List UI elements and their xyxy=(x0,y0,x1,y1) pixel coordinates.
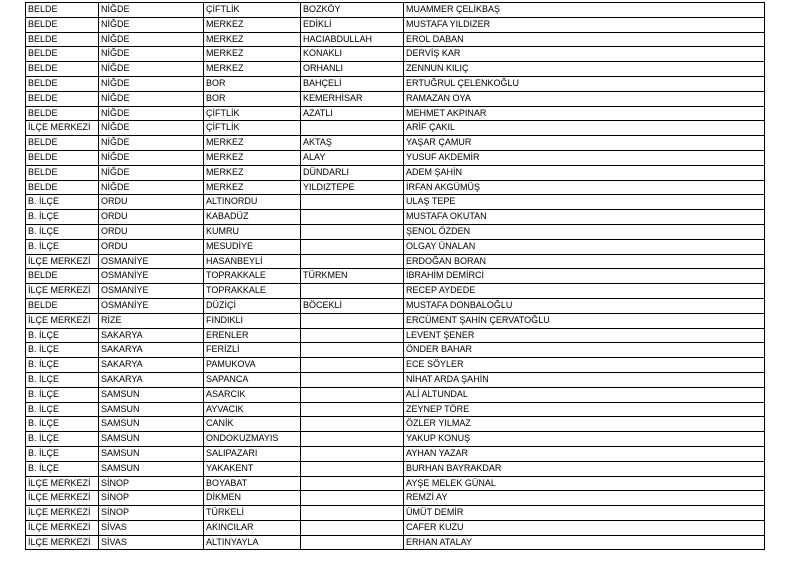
unit-type-cell: İLÇE MERKEZİ xyxy=(26,313,99,328)
province-cell: NİĞDE xyxy=(99,121,204,136)
province-cell: SAMSUN xyxy=(99,402,204,417)
province-cell: SAMSUN xyxy=(99,446,204,461)
unit-type-cell: B. İLÇE xyxy=(26,210,99,225)
district-cell: ÇİFTLİK xyxy=(204,121,301,136)
province-cell: SİVAS xyxy=(99,520,204,535)
unit-type-cell: B. İLÇE xyxy=(26,239,99,254)
district-cell: MERKEZ xyxy=(204,150,301,165)
table-body xyxy=(26,3,765,550)
unit-type-cell: BELDE xyxy=(26,180,99,195)
table-row xyxy=(26,136,765,151)
town-cell xyxy=(301,239,404,254)
town-cell xyxy=(301,328,404,343)
candidate-name-cell: LEVENT ŞENER xyxy=(404,328,765,343)
district-cell: KABADÜZ xyxy=(204,210,301,225)
unit-type-cell: B. İLÇE xyxy=(26,328,99,343)
unit-type-cell: BELDE xyxy=(26,62,99,77)
table-row xyxy=(26,150,765,165)
district-cell: SALIPAZARI xyxy=(204,446,301,461)
table-row xyxy=(26,269,765,284)
district-cell: TÜRKELİ xyxy=(204,506,301,521)
unit-type-cell: B. İLÇE xyxy=(26,343,99,358)
province-cell: NİĞDE xyxy=(99,17,204,32)
candidate-name-cell: AYHAN YAZAR xyxy=(404,446,765,461)
town-cell xyxy=(301,520,404,535)
candidate-name-cell: DERVİŞ KAR xyxy=(404,47,765,62)
province-cell: RİZE xyxy=(99,313,204,328)
town-cell xyxy=(301,387,404,402)
province-cell: SAMSUN xyxy=(99,387,204,402)
province-cell: SAMSUN xyxy=(99,417,204,432)
district-cell: ALTINYAYLA xyxy=(204,535,301,550)
unit-type-cell: BELDE xyxy=(26,298,99,313)
province-cell: NİĞDE xyxy=(99,180,204,195)
town-cell xyxy=(301,461,404,476)
district-cell: TOPRAKKALE xyxy=(204,284,301,299)
candidate-name-cell: MUSTAFA DONBALOĞLU xyxy=(404,298,765,313)
table-row xyxy=(26,491,765,506)
district-cell: MERKEZ xyxy=(204,180,301,195)
town-cell xyxy=(301,432,404,447)
table-row xyxy=(26,446,765,461)
town-cell xyxy=(301,446,404,461)
candidate-name-cell: RECEP AYDEDE xyxy=(404,284,765,299)
candidate-name-cell: EROL DABAN xyxy=(404,32,765,47)
district-cell: PAMUKOVA xyxy=(204,358,301,373)
province-cell: NİĞDE xyxy=(99,32,204,47)
province-cell: OSMANİYE xyxy=(99,284,204,299)
unit-type-cell: B. İLÇE xyxy=(26,372,99,387)
province-cell: NİĞDE xyxy=(99,62,204,77)
table-row xyxy=(26,432,765,447)
table-row xyxy=(26,62,765,77)
district-cell: ÇİFTLİK xyxy=(204,3,301,18)
candidate-name-cell: MEHMET AKPINAR xyxy=(404,106,765,121)
province-cell: NİĞDE xyxy=(99,106,204,121)
candidate-name-cell: ULAŞ TEPE xyxy=(404,195,765,210)
candidate-name-cell: BURHAN BAYRAKDAR xyxy=(404,461,765,476)
table-row xyxy=(26,195,765,210)
district-cell: ÇİFTLİK xyxy=(204,106,301,121)
district-cell: BOYABAT xyxy=(204,476,301,491)
town-cell: EDİKLİ xyxy=(301,17,404,32)
town-cell xyxy=(301,224,404,239)
table-row xyxy=(26,121,765,136)
unit-type-cell: İLÇE MERKEZİ xyxy=(26,520,99,535)
table-row xyxy=(26,343,765,358)
unit-type-cell: B. İLÇE xyxy=(26,446,99,461)
province-cell: OSMANİYE xyxy=(99,298,204,313)
district-cell: MERKEZ xyxy=(204,165,301,180)
province-cell: ORDU xyxy=(99,224,204,239)
candidate-name-cell: ARİF ÇAKIL xyxy=(404,121,765,136)
candidate-name-cell: ŞENOL ÖZDEN xyxy=(404,224,765,239)
candidate-name-cell: YAKUP KONUŞ xyxy=(404,432,765,447)
unit-type-cell: İLÇE MERKEZİ xyxy=(26,535,99,550)
table-row xyxy=(26,284,765,299)
district-cell: ONDOKUZMAYIS xyxy=(204,432,301,447)
district-cell: MERKEZ xyxy=(204,17,301,32)
candidate-name-cell: MUSTAFA OKUTAN xyxy=(404,210,765,225)
province-cell: SİNOP xyxy=(99,506,204,521)
table-row xyxy=(26,506,765,521)
district-cell: BOR xyxy=(204,91,301,106)
province-cell: SAKARYA xyxy=(99,343,204,358)
table-row xyxy=(26,210,765,225)
table-row xyxy=(26,313,765,328)
province-cell: NİĞDE xyxy=(99,76,204,91)
candidate-name-cell: ÖNDER BAHAR xyxy=(404,343,765,358)
town-cell: BÖCEKLİ xyxy=(301,298,404,313)
candidate-name-cell: NİHAT ARDA ŞAHİN xyxy=(404,372,765,387)
unit-type-cell: BELDE xyxy=(26,136,99,151)
unit-type-cell: BELDE xyxy=(26,47,99,62)
candidate-name-cell: ERCÜMENT ŞAHİN ÇERVATOĞLU xyxy=(404,313,765,328)
district-cell: AKINCILAR xyxy=(204,520,301,535)
table-row xyxy=(26,417,765,432)
table-row xyxy=(26,106,765,121)
district-cell: DİKMEN xyxy=(204,491,301,506)
province-cell: NİĞDE xyxy=(99,3,204,18)
unit-type-cell: BELDE xyxy=(26,91,99,106)
unit-type-cell: B. İLÇE xyxy=(26,224,99,239)
town-cell xyxy=(301,358,404,373)
town-cell xyxy=(301,210,404,225)
table-row xyxy=(26,254,765,269)
province-cell: OSMANİYE xyxy=(99,254,204,269)
unit-type-cell: BELDE xyxy=(26,3,99,18)
town-cell: AZATLI xyxy=(301,106,404,121)
table-row xyxy=(26,372,765,387)
province-cell: ORDU xyxy=(99,195,204,210)
town-cell: DÜNDARLI xyxy=(301,165,404,180)
table-row xyxy=(26,476,765,491)
town-cell: KONAKLI xyxy=(301,47,404,62)
province-cell: SİNOP xyxy=(99,491,204,506)
district-cell: TOPRAKKALE xyxy=(204,269,301,284)
table-row xyxy=(26,3,765,18)
candidate-name-cell: ERTUĞRUL ÇELENKOĞLU xyxy=(404,76,765,91)
candidate-name-cell: İBRAHİM DEMİRCİ xyxy=(404,269,765,284)
unit-type-cell: BELDE xyxy=(26,269,99,284)
province-cell: NİĞDE xyxy=(99,136,204,151)
unit-type-cell: İLÇE MERKEZİ xyxy=(26,121,99,136)
table-row xyxy=(26,328,765,343)
candidate-name-cell: ERDOĞAN BORAN xyxy=(404,254,765,269)
candidate-name-cell: YAŞAR ÇAMUR xyxy=(404,136,765,151)
candidate-name-cell: ÜMÜT DEMİR xyxy=(404,506,765,521)
unit-type-cell: B. İLÇE xyxy=(26,358,99,373)
unit-type-cell: B. İLÇE xyxy=(26,461,99,476)
table-row xyxy=(26,461,765,476)
table-row xyxy=(26,180,765,195)
candidate-name-cell: RAMAZAN OYA xyxy=(404,91,765,106)
candidate-name-cell: ERHAN ATALAY xyxy=(404,535,765,550)
unit-type-cell: B. İLÇE xyxy=(26,417,99,432)
province-cell: SAMSUN xyxy=(99,461,204,476)
province-cell: ORDU xyxy=(99,210,204,225)
district-cell: BOR xyxy=(204,76,301,91)
town-cell xyxy=(301,284,404,299)
town-cell xyxy=(301,491,404,506)
town-cell xyxy=(301,195,404,210)
table-row xyxy=(26,32,765,47)
town-cell: BOZKÖY xyxy=(301,3,404,18)
town-cell xyxy=(301,535,404,550)
district-cell: YAKAKENT xyxy=(204,461,301,476)
province-cell: NİĞDE xyxy=(99,91,204,106)
candidate-name-cell: İRFAN AKGÜMÜŞ xyxy=(404,180,765,195)
town-cell: ALAY xyxy=(301,150,404,165)
unit-type-cell: İLÇE MERKEZİ xyxy=(26,491,99,506)
table-row xyxy=(26,298,765,313)
unit-type-cell: İLÇE MERKEZİ xyxy=(26,254,99,269)
town-cell xyxy=(301,506,404,521)
town-cell xyxy=(301,402,404,417)
town-cell: AKTAŞ xyxy=(301,136,404,151)
table-row xyxy=(26,224,765,239)
town-cell: TÜRKMEN xyxy=(301,269,404,284)
district-cell: ERENLER xyxy=(204,328,301,343)
candidate-name-cell: ADEM ŞAHİN xyxy=(404,165,765,180)
candidate-name-cell: CAFER KUZU xyxy=(404,520,765,535)
town-cell xyxy=(301,417,404,432)
district-cell: FERİZLİ xyxy=(204,343,301,358)
unit-type-cell: BELDE xyxy=(26,76,99,91)
candidate-name-cell: ZEYNEP TÖRE xyxy=(404,402,765,417)
unit-type-cell: BELDE xyxy=(26,150,99,165)
candidate-table xyxy=(25,2,765,550)
candidate-name-cell: ZENNUN KILIÇ xyxy=(404,62,765,77)
district-cell: KUMRU xyxy=(204,224,301,239)
table-row xyxy=(26,358,765,373)
candidate-name-cell: AYŞE MELEK GÜNAL xyxy=(404,476,765,491)
district-cell: DÜZİÇİ xyxy=(204,298,301,313)
province-cell: OSMANİYE xyxy=(99,269,204,284)
table-row xyxy=(26,402,765,417)
district-cell: ASARCIK xyxy=(204,387,301,402)
unit-type-cell: BELDE xyxy=(26,165,99,180)
province-cell: NİĞDE xyxy=(99,165,204,180)
district-cell: MERKEZ xyxy=(204,136,301,151)
town-cell xyxy=(301,343,404,358)
table-row xyxy=(26,387,765,402)
candidate-name-cell: ECE SÖYLER xyxy=(404,358,765,373)
province-cell: SAKARYA xyxy=(99,328,204,343)
unit-type-cell: B. İLÇE xyxy=(26,432,99,447)
table-row xyxy=(26,520,765,535)
unit-type-cell: İLÇE MERKEZİ xyxy=(26,284,99,299)
province-cell: ORDU xyxy=(99,239,204,254)
town-cell: BAHÇELİ xyxy=(301,76,404,91)
table-row xyxy=(26,535,765,550)
province-cell: NİĞDE xyxy=(99,150,204,165)
district-cell: MESUDİYE xyxy=(204,239,301,254)
town-cell: YILDIZTEPE xyxy=(301,180,404,195)
unit-type-cell: B. İLÇE xyxy=(26,387,99,402)
province-cell: SİVAS xyxy=(99,535,204,550)
unit-type-cell: BELDE xyxy=(26,17,99,32)
town-cell: HACIABDULLAH xyxy=(301,32,404,47)
table-row xyxy=(26,91,765,106)
table-row xyxy=(26,76,765,91)
unit-type-cell: BELDE xyxy=(26,32,99,47)
candidate-name-cell: MUAMMER ÇELİKBAŞ xyxy=(404,3,765,18)
province-cell: NİĞDE xyxy=(99,47,204,62)
town-cell xyxy=(301,476,404,491)
unit-type-cell: İLÇE MERKEZİ xyxy=(26,476,99,491)
table-row xyxy=(26,165,765,180)
province-cell: SAMSUN xyxy=(99,432,204,447)
town-cell xyxy=(301,121,404,136)
table-row xyxy=(26,47,765,62)
town-cell xyxy=(301,313,404,328)
district-cell: CANİK xyxy=(204,417,301,432)
district-cell: MERKEZ xyxy=(204,62,301,77)
table-row xyxy=(26,17,765,32)
unit-type-cell: B. İLÇE xyxy=(26,402,99,417)
candidate-name-cell: ALİ ALTUNDAL xyxy=(404,387,765,402)
table-row xyxy=(26,239,765,254)
district-cell: MERKEZ xyxy=(204,32,301,47)
town-cell: ORHANLI xyxy=(301,62,404,77)
candidate-name-cell: REMZİ AY xyxy=(404,491,765,506)
town-cell xyxy=(301,254,404,269)
district-cell: HASANBEYLİ xyxy=(204,254,301,269)
district-cell: SAPANCA xyxy=(204,372,301,387)
candidate-name-cell: ÖZLER YILMAZ xyxy=(404,417,765,432)
unit-type-cell: BELDE xyxy=(26,106,99,121)
candidate-name-cell: OLGAY ÜNALAN xyxy=(404,239,765,254)
unit-type-cell: İLÇE MERKEZİ xyxy=(26,506,99,521)
candidate-name-cell: YUSUF AKDEMİR xyxy=(404,150,765,165)
district-cell: MERKEZ xyxy=(204,47,301,62)
district-cell: ALTINORDU xyxy=(204,195,301,210)
town-cell xyxy=(301,372,404,387)
town-cell: KEMERHİSAR xyxy=(301,91,404,106)
candidate-name-cell: MUSTAFA YILDIZER xyxy=(404,17,765,32)
province-cell: SAKARYA xyxy=(99,358,204,373)
province-cell: SAKARYA xyxy=(99,372,204,387)
district-cell: AYVACIK xyxy=(204,402,301,417)
district-cell: FINDIKLI xyxy=(204,313,301,328)
unit-type-cell: B. İLÇE xyxy=(26,195,99,210)
province-cell: SİNOP xyxy=(99,476,204,491)
